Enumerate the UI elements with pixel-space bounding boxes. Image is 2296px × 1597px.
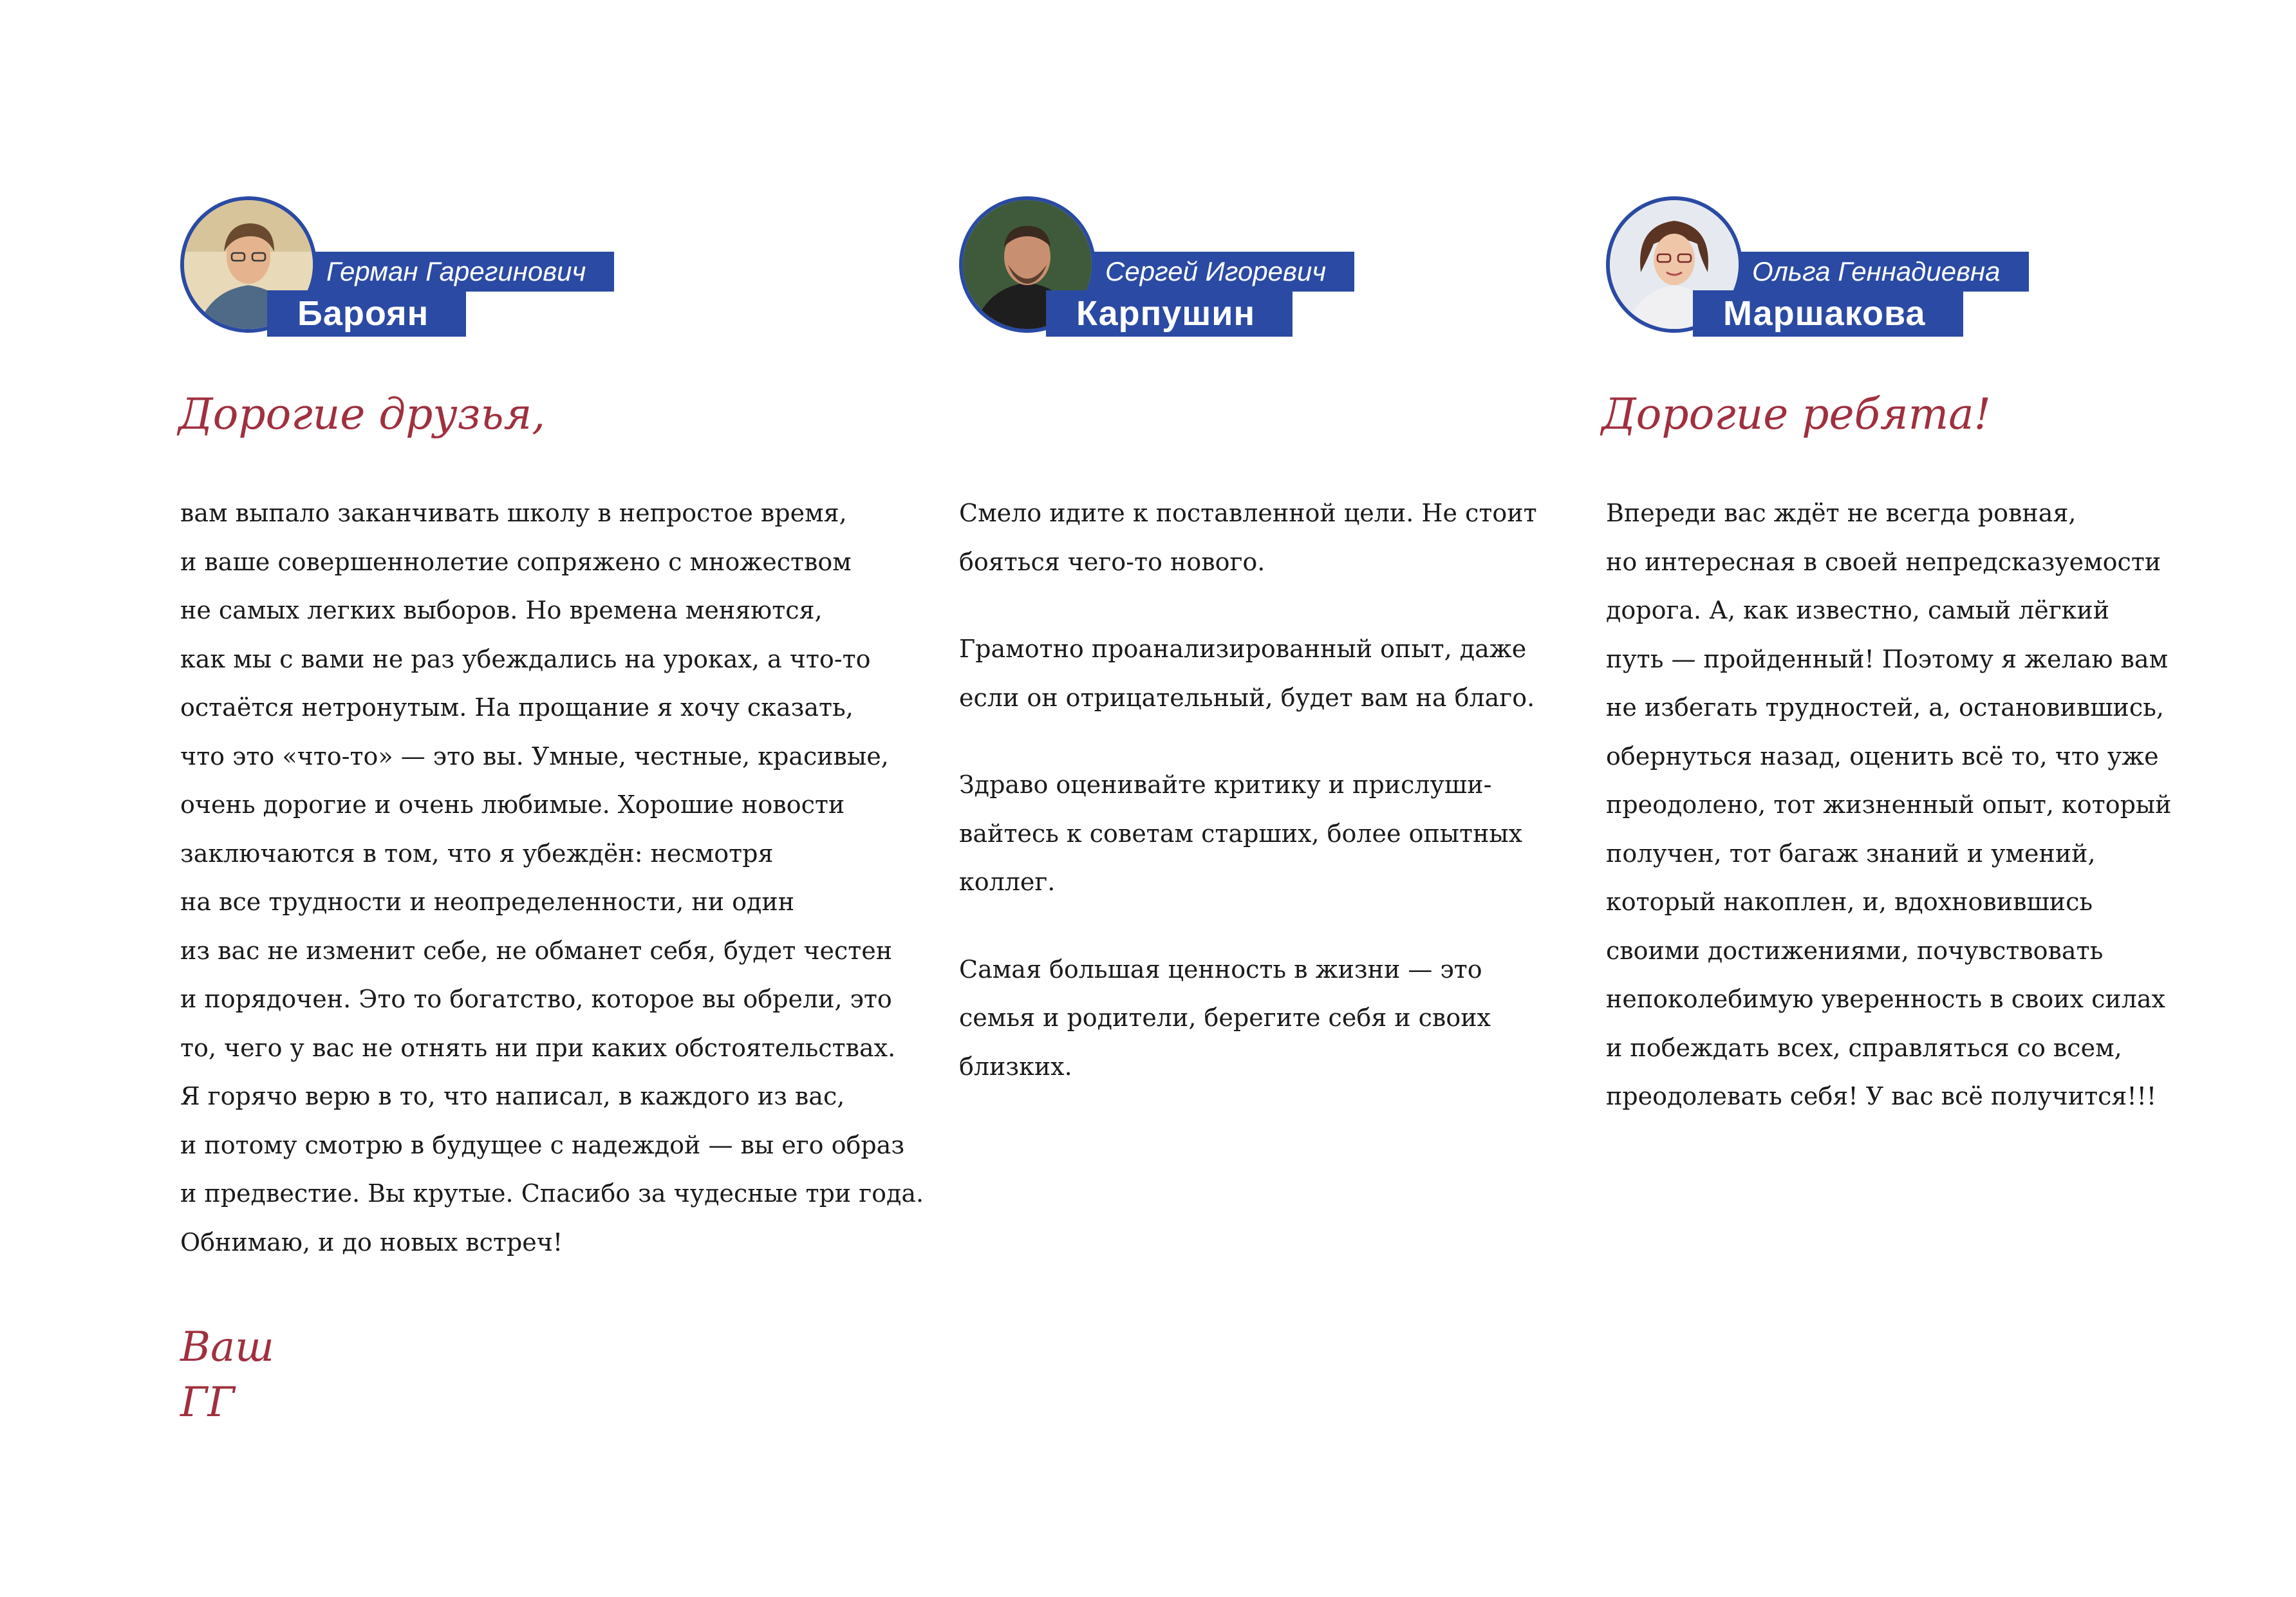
signature (180, 1320, 274, 1430)
teacher-surname: Маршакова (1693, 290, 1963, 337)
message-text (180, 489, 924, 1267)
teacher-header (180, 196, 927, 344)
message-line: и порядочен. Это то богатство, которое вы обрели, это (180, 985, 892, 1013)
teacher-surname: Карпушин (1046, 290, 1293, 337)
teacher-header (959, 196, 1609, 344)
message-line: преодолено, тот жизненный опыт, который (1606, 790, 2172, 819)
teacher-surname: Бароян (267, 290, 466, 337)
message-line: не избегать трудностей, а, остановившись, (1606, 693, 2164, 722)
message-line: и ваше совершеннолетие сопряжено с множеством (180, 547, 852, 576)
message-line: преодолевать себя! У вас всё получится!!! (1606, 1082, 2157, 1110)
message-line: непоколебимую уверенность в своих силах (1606, 985, 2165, 1013)
message-line: на все трудности и неопределенности, ни один (180, 888, 795, 916)
message-line: Смело идите к поставленной цели. Не стоит (959, 499, 1537, 527)
message-paragraph (959, 761, 1537, 907)
message-paragraph (959, 625, 1537, 722)
message-line: получен, тот багаж знаний и умений, (1606, 839, 2096, 868)
message-line: очень дорогие и очень любимые. Хорошие новости (180, 790, 845, 819)
message-line: Обнимаю, и до новых встреч! (180, 1228, 563, 1256)
message-line: путь — пройденный! Поэтому я желаю вам (1606, 644, 2169, 673)
message-line: дорога. А, как известно, самый лёгкий (1606, 596, 2110, 624)
message-line: но интересная в своей непредсказуемости (1606, 547, 2161, 576)
teacher-column-marshakova (1601, 0, 2250, 1110)
greeting: Дорогие ребята! (1601, 389, 1992, 439)
greeting: Дорогие друзья, (178, 389, 546, 439)
message-line: и предвестие. Вы крутые. Спасибо за чудесные три года. (180, 1179, 924, 1208)
message-line: своими достижениями, почувствовать (1606, 936, 2104, 965)
signature-line: Ваш (180, 1323, 274, 1371)
message-line: семья и родители, берегите себя и своих (959, 1004, 1491, 1032)
message-text (959, 489, 1537, 1130)
message-line: Впереди вас ждёт не всегда ровная, (1606, 499, 2077, 527)
message-line: Самая большая ценность в жизни — это (959, 955, 1482, 984)
teacher-column-karpushin (959, 0, 1609, 1081)
signature-line: ГГ (180, 1379, 235, 1426)
message-line: и потому смотрю в будущее с надеждой — вы его образ (180, 1130, 905, 1159)
message-line: заключаются в том, что я убеждён: несмотря (180, 839, 774, 868)
teacher-first-names: Герман Гарегинович (299, 252, 614, 292)
message-line: если он отрицательный, будет вам на благо. (959, 683, 1535, 712)
message-line: Здраво оценивайте критику и прислуши- (959, 770, 1492, 799)
teacher-first-names: Сергей Игоревич (1078, 252, 1354, 292)
message-paragraph (959, 946, 1537, 1092)
message-line: вам выпало заканчивать школу в непростое время, (180, 499, 847, 527)
message-line: близких. (959, 1052, 1072, 1081)
message-text (1606, 489, 2171, 1121)
message-line: то, чего у вас не отнять ни при каких обстоятельствах. (180, 1033, 896, 1062)
message-paragraph (959, 489, 1537, 586)
message-line: Я горячо верю в то, что написал, в каждого из вас, (180, 1082, 845, 1110)
message-line: вайтесь к советам старших, более опытных (959, 819, 1523, 848)
message-line: что это «что-то» — это вы. Умные, честные, красивые, (180, 742, 889, 770)
message-line: как мы с вами не раз убеждались на уроках, а что-то (180, 644, 871, 673)
message-line: бояться чего-то нового. (959, 547, 1265, 576)
message-line: обернуться назад, оценить всё то, что уже (1606, 742, 2159, 770)
message-line: который накоплен, и, вдохновившись (1606, 888, 2093, 916)
message-line: Грамотно проанализированный опыт, даже (959, 635, 1527, 663)
message-line: из вас не изменит себе, не обманет себя, будет честен (180, 936, 893, 965)
message-line: коллег. (959, 868, 1056, 896)
message-line: и побеждать всех, справляться со всем, (1606, 1033, 2122, 1062)
message-line: не самых легких выборов. Но времена меняются, (180, 596, 823, 624)
teacher-header (1606, 196, 2250, 344)
teacher-first-names: Ольга Геннадиевна (1725, 252, 2029, 292)
message-line: остаётся нетронутым. На прощание я хочу сказать, (180, 693, 854, 722)
teacher-column-baroyan (178, 0, 927, 1426)
